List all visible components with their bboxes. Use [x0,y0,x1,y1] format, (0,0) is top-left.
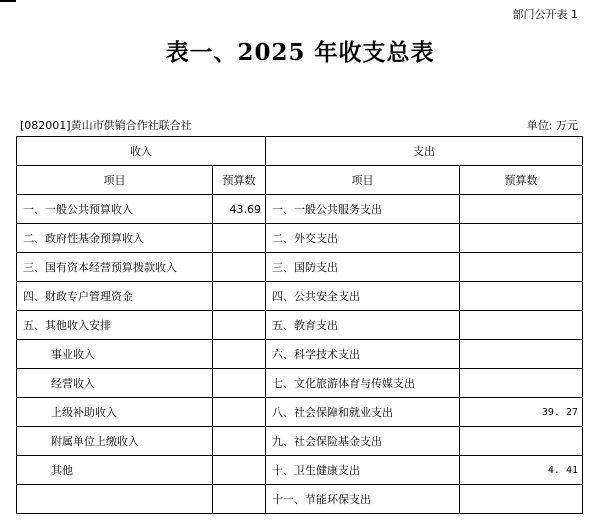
table-row [17,427,583,456]
expense-value [460,282,583,311]
expense-value [460,369,583,398]
expense-value [460,253,583,282]
income-value [213,253,266,282]
document-tag: 部门公开表 1 [512,8,578,21]
expense-item: 五、教育支出 [266,311,460,340]
expense-item: 十一、节能环保支出 [266,485,460,514]
expense-item: 二、外交支出 [266,224,460,253]
table-row [17,369,583,398]
income-item: 上级补助收入 [17,398,213,427]
page-title: 表一、2025 年收支总表 [165,39,435,66]
income-value: 43.69 [213,195,266,224]
income-item: 一、一般公共预算收入 [17,195,213,224]
expense-budget-header: 预算数 [460,166,583,195]
expense-header: 支出 [266,137,583,166]
income-item: 附属单位上缴收入 [17,427,213,456]
table-row [17,195,583,224]
budget-table [16,136,583,514]
income-item-header: 项目 [17,166,213,195]
income-item [17,485,213,514]
expense-value [460,224,583,253]
expense-item: 三、国防支出 [266,253,460,282]
income-item: 事业收入 [17,340,213,369]
income-value [213,427,266,456]
expense-value [460,311,583,340]
income-value [213,369,266,398]
income-item: 经营收入 [17,369,213,398]
income-value [213,456,266,485]
expense-item: 九、社会保险基金支出 [266,427,460,456]
table-row [17,282,583,311]
income-value [213,398,266,427]
income-value [213,224,266,253]
corner-mark [0,0,16,2]
table-row [17,340,583,369]
table-header-row [17,137,583,166]
table-row [17,253,583,282]
expense-item: 四、公共安全支出 [266,282,460,311]
expense-value [460,485,583,514]
expense-value [460,340,583,369]
income-value [213,485,266,514]
income-item: 三、国有资本经营预算拨款收入 [17,253,213,282]
income-budget-header: 预算数 [213,166,266,195]
table-row [17,224,583,253]
income-item: 四、财政专户管理资金 [17,282,213,311]
income-item: 五、其他收入安排 [17,311,213,340]
expense-item: 六、科学技术支出 [266,340,460,369]
expense-value: 39. 27 [460,398,583,427]
income-value [213,340,266,369]
organization-name: [082001]黄山市供销合作社联合社 [20,119,192,132]
expense-value [460,195,583,224]
income-header: 收入 [17,137,266,166]
table-row [17,456,583,485]
income-item: 二、政府性基金预算收入 [17,224,213,253]
income-item: 其他 [17,456,213,485]
unit-label: 单位: 万元 [526,119,578,132]
expense-value: 4. 41 [460,456,583,485]
expense-value [460,427,583,456]
table-row [17,311,583,340]
expense-item-header: 项目 [266,166,460,195]
income-value [213,282,266,311]
income-value [213,311,266,340]
table-subheader-row [17,166,583,195]
expense-item: 八、社会保障和就业支出 [266,398,460,427]
expense-item: 一、一般公共服务支出 [266,195,460,224]
table-row [17,398,583,427]
expense-item: 七、文化旅游体育与传媒支出 [266,369,460,398]
expense-item: 十、卫生健康支出 [266,456,460,485]
table-row [17,485,583,514]
